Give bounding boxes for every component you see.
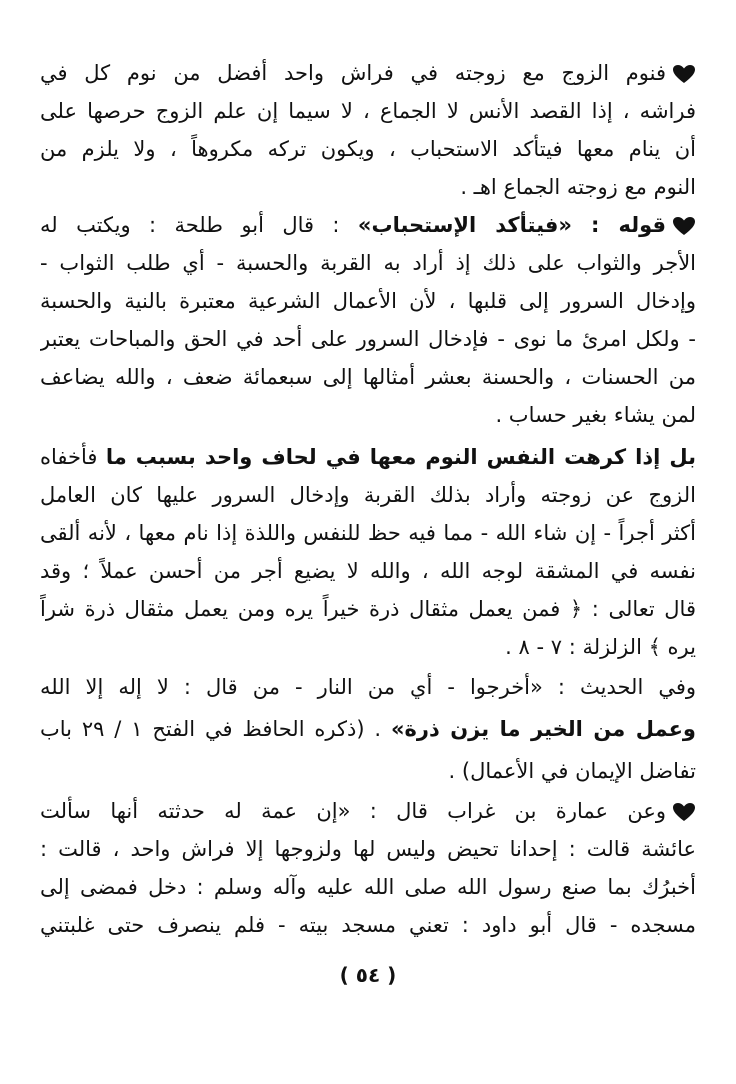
- text-line: لمن يشاء بغير حساب .: [495, 403, 696, 427]
- text-line: أخبرُك بما صنع رسول الله صلى الله عليه وآله وسلم : دخل فمضى إلى: [40, 875, 696, 899]
- text-line: مسجده - قال أبو داود : تعني مسجد بيته - فلم ينصرف حتى غلبتني: [40, 913, 696, 937]
- bold-phrase: بل إذا كرهت النفس النوم معها في لحاف واحد بسبب ما: [105, 445, 696, 469]
- text-span: وعن عمارة بن غراب قال : «إن عمة له حدثته أنها سألت: [40, 799, 666, 823]
- text-line: فراشه ، إذا القصد الأنس لا الجماع ، لا سيما إن علم الزوج حرصها على: [40, 99, 696, 123]
- text-line: من الحسنات ، والحسنة بعشر أمثالها إلى سبعمائة ضعف ، والله يضاعف: [40, 365, 696, 389]
- bold-quote: وعمل من الخير ما يزن ذرة»: [390, 717, 696, 741]
- heart-icon: [672, 802, 696, 822]
- text-line: الأجر والثواب على ذلك إذ أراد به القربة والحسبة - أي طلب الثواب -: [40, 251, 696, 275]
- text-line: [40, 714, 696, 746]
- text-line: النوم مع زوجته الجماع اهـ .: [460, 175, 696, 199]
- text-line: يره ﴾ الزلزلة : ٧ - ٨ .: [505, 635, 696, 659]
- text-line: وفي الحديث : «أخرجوا - أي من النار - من قال : لا إله إلا الله: [40, 675, 696, 699]
- page-number: ( ٥٤ ): [339, 963, 397, 987]
- text-span: . (ذكره الحافظ في الفتح ١ / ٢٩ باب: [40, 717, 382, 741]
- bold-quote: قوله : «فيتأكد الإستحباب»: [357, 213, 666, 237]
- text-line: الزوج عن زوجته وأراد بذلك القربة وإدخال السرور عليها كان العامل: [40, 483, 696, 507]
- text-line: أن ينام معها فيتأكد الاستحباب ، ويكون تركه مكروهاً ، ولا يلزم من: [40, 137, 696, 161]
- text-line: عائشة قالت : إحدانا تحيض وليس لها ولزوجها إلا فراش واحد ، قالت :: [40, 837, 696, 861]
- text-span: فأخفاه: [40, 445, 98, 469]
- text-span: فنوم الزوج مع زوجته في فراش واحد أفضل من نوم كل في: [40, 61, 666, 85]
- heart-icon: [672, 64, 696, 84]
- heart-icon: [672, 216, 696, 236]
- text-line: نفسه في المشقة لوجه الله ، والله لا يضيع أجر من أحسن عملاً ؛ وقد: [40, 559, 696, 583]
- text-line: وإدخال السرور إلى قلبها ، لأن الأعمال الشرعية معتبرة بالنية والحسبة: [40, 289, 696, 313]
- text-line: أكثر أجراً - إن شاء الله - مما فيه حظ للنفس واللذة إذا نام معها ، لأنه ألقى: [40, 521, 696, 545]
- text-line: [40, 442, 696, 474]
- text-line: [40, 210, 696, 242]
- text-line: [40, 796, 696, 828]
- text-line: تفاضل الإيمان في الأعمال) .: [448, 759, 696, 783]
- text-span: : قال أبو طلحة : ويكتب له: [40, 213, 340, 237]
- text-line: - ولكل امرئ ما نوى - فإدخال السرور على أحد في الحق والمباحات يعتبر: [40, 327, 696, 351]
- text-line: قال تعالى : ﴿ فمن يعمل مثقال ذرة خيراً يره ومن يعمل مثقال ذرة شراً: [40, 597, 696, 621]
- text-line: [40, 58, 696, 90]
